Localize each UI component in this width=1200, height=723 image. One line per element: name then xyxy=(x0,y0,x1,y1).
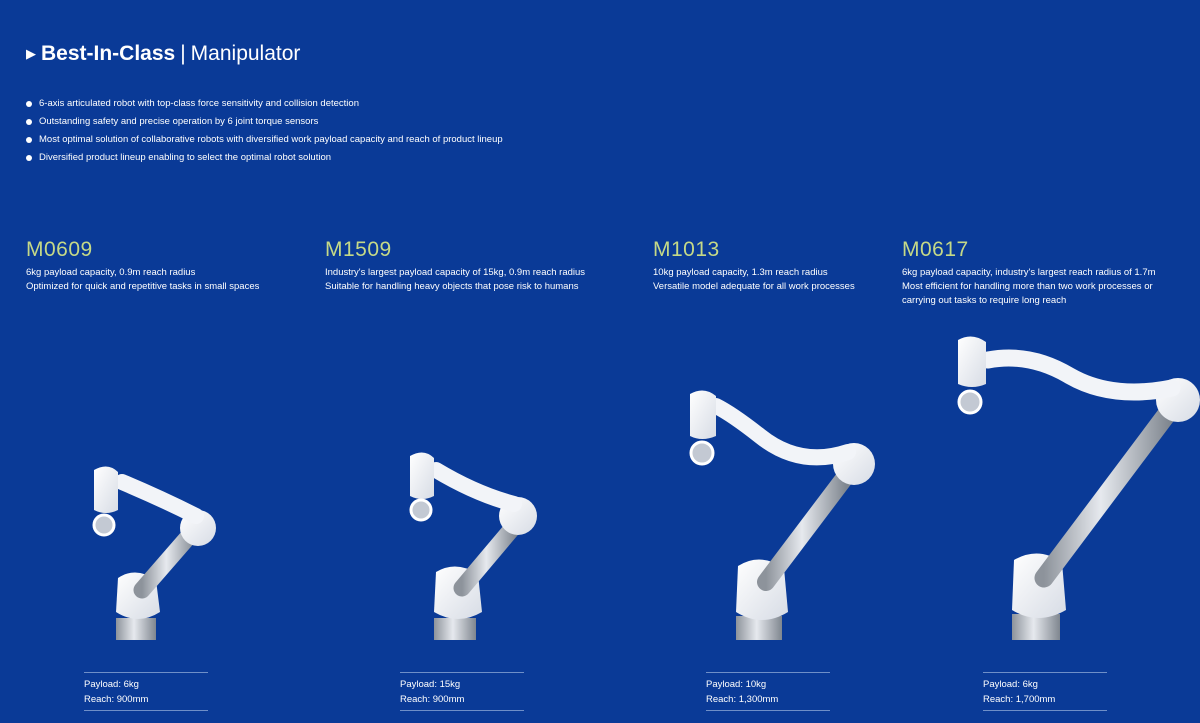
heading-light: Manipulator xyxy=(190,42,301,65)
spec-m1509 xyxy=(400,672,524,711)
reach-value: Reach: 1,700mm xyxy=(983,694,1056,705)
reach-value: Reach: 900mm xyxy=(84,694,149,705)
model-m1013 xyxy=(653,237,943,294)
feature-item: Diversified product lineup enabling to select the optimal robot solution xyxy=(26,149,503,167)
robot-m0617-image xyxy=(958,336,1200,640)
heading-separator: | xyxy=(180,42,186,65)
feature-item: 6-axis articulated robot with top-class force sensitivity and collision detection xyxy=(26,95,503,113)
robot-m0609-image xyxy=(94,466,216,640)
payload-value: Payload: 15kg xyxy=(400,679,461,690)
robot-m1509-image xyxy=(410,452,537,640)
model-description: Industry's largest payload capacity of 15kg, 0.9m reach radius Suitable for handling heavy objects that pose risk to humans xyxy=(325,267,586,292)
model-description: 6kg payload capacity, industry's largest reach radius of 1.7m Most efficient for handling more than two work processes or carrying out tasks to require long reach xyxy=(902,267,1156,306)
model-name: M1509 xyxy=(325,238,392,261)
feature-item: Outstanding safety and precise operation by 6 joint torque sensors xyxy=(26,113,503,131)
model-m0617 xyxy=(902,237,1187,308)
divider xyxy=(706,672,830,673)
play-triangle-icon: ▶ xyxy=(26,46,36,61)
model-description: 6kg payload capacity, 0.9m reach radius Optimized for quick and repetitive tasks in small spaces xyxy=(26,267,260,292)
model-name: M0617 xyxy=(902,238,969,261)
payload-value: Payload: 10kg xyxy=(706,679,767,690)
divider xyxy=(84,672,208,673)
spec-m1013 xyxy=(706,672,830,711)
divider xyxy=(400,710,524,711)
heading-bold: Best-In-Class xyxy=(41,42,176,65)
model-m0609 xyxy=(26,237,316,294)
payload-value: Payload: 6kg xyxy=(84,679,139,690)
divider xyxy=(983,672,1107,673)
spec-m0617 xyxy=(983,672,1107,711)
divider xyxy=(983,710,1107,711)
feature-item: Most optimal solution of collaborative robots with diversified work payload capacity and reach of product lineup xyxy=(26,131,503,149)
payload-value: Payload: 6kg xyxy=(983,679,1038,690)
spec-m0609 xyxy=(84,672,208,711)
divider xyxy=(400,672,524,673)
model-name: M0609 xyxy=(26,238,93,261)
divider xyxy=(706,710,830,711)
model-name: M1013 xyxy=(653,238,720,261)
robot-m1013-image xyxy=(690,390,875,640)
model-m1509 xyxy=(325,237,615,294)
reach-value: Reach: 1,300mm xyxy=(706,694,779,705)
divider xyxy=(84,710,208,711)
reach-value: Reach: 900mm xyxy=(400,694,465,705)
model-description: 10kg payload capacity, 1.3m reach radius Versatile model adequate for all work processes xyxy=(653,267,855,292)
